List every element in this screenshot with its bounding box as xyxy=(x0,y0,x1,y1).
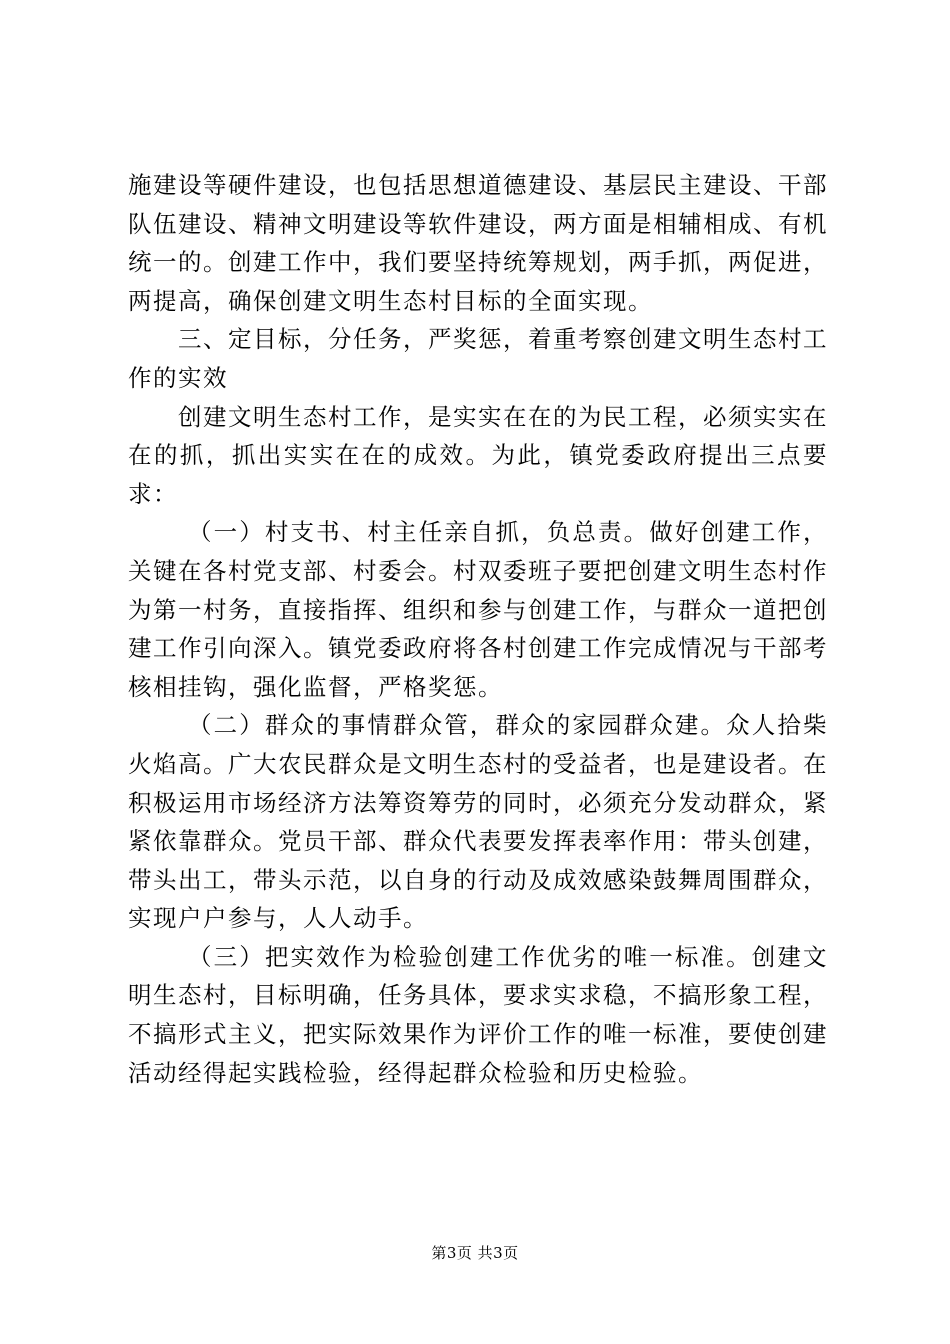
paragraph-item-two: （二）群众的事情群众管，群众的家园群众建。众人拾柴火焰高。广大农民群众是文明生态村的受益者，也是建设者。在积极运用市场经济方法筹资筹劳的同时，必须充分发动群众，紧紧依靠群众。党员干部、群众代表要发挥表率作用：带头创建，带头出工，带头示范，以自身的行动及成效感染鼓舞周围群众，实现户户参与，人人动手。 xyxy=(128,711,828,933)
paragraph-continuation: 施建设等硬件建设，也包括思想道德建设、基层民主建设、干部队伍建设、精神文明建设等软件建设，两方面是相辅相成、有机统一的。创建工作中，我们要坚持统筹规划，两手抓，两促进，两提高，确保创建文明生态村目标的全面实现。 xyxy=(128,171,828,315)
paragraph-intro: 创建文明生态村工作，是实实在在的为民工程，必须实实在在的抓，抓出实实在在的成效。为此，镇党委政府提出三点要求： xyxy=(128,402,828,508)
paragraph-item-one: （一）村支书、村主任亲自抓，负总责。做好创建工作，关键在各村党支部、村委会。村双委班子要把创建文明生态村作为第一村务，直接指挥、组织和参与创建工作，与群众一道把创建工作引向深入。镇党委政府将各村创建工作完成情况与干部考核相挂钩，强化监督，严格奖惩。 xyxy=(128,518,828,701)
page-number-footer: 第3页 共3页 xyxy=(431,1244,519,1262)
document-body xyxy=(128,166,828,1092)
paragraph-item-three: （三）把实效作为检验创建工作优劣的唯一标准。创建文明生态村，目标明确，任务具体，要求实求稳，不搞形象工程，不搞形式主义，把实际效果作为评价工作的唯一标准，要使创建活动经得起实践检验，经得起群众检验和历史检验。 xyxy=(128,942,828,1087)
section-heading-three: 三、定目标，分任务，严奖惩，着重考察创建文明生态村工作的实效 xyxy=(128,325,828,392)
